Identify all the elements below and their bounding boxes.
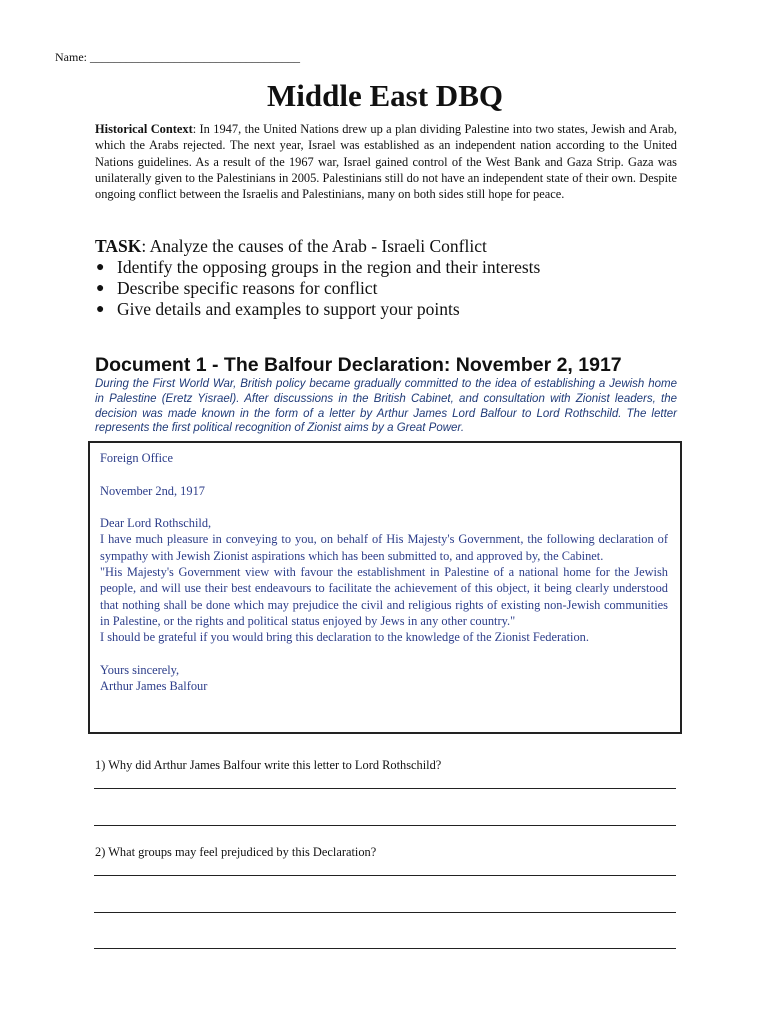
letter-signature: Arthur James Balfour [100,679,208,694]
bullet-icon: ● [96,260,105,275]
task-item [95,278,695,299]
letter-spacer [100,466,668,482]
task-item [95,299,695,320]
task-section [95,236,695,320]
historical-context [95,121,677,202]
document-intro: During the First World War, British policy became gradually committed to the idea of establishing a Jewish home in Palestine (Eretz Yisrael). After discussions in the British Cabinet, and consultation with Zionist leaders, the decision was made known in the form of a letter by Arthur James Lord Balfour to Lord Rothschild. The letter represents the first political recognition of Zionist aims by a Great Power. [95,378,677,435]
letter-spacer [100,646,668,662]
answer-line[interactable] [94,912,676,913]
letter-paragraph: "His Majesty's Government view with favour the establishment in Palestine of a national home for the Jewish people, and will use their best endeavours to facilitate the achievement of this object, it being clearly understood that nothing shall be done which may prejudice the civil and religious rights of existing non-Jewish communities in Palestine, or the rights and political status enjoyed by Jews in any other country." [100,565,668,628]
historical-context-text: : In 1947, the United Nations drew up a plan dividing Palestine into two states, Jewish and Arab, which the Arabs rejected. The next year, Israel was established as an independent nation according to the United Nations guidelines. As a result of the 1967 war, Israel gained control of the West Bank and Gaza Strip. Gaza was unilaterally given to the Palestinians in 2005. Palestinians still do not have an independent state of their own. Despite ongoing conflict between the Israelis and Palestinians, many on both sides still hope for peace. [95,122,678,202]
task-heading [95,236,695,257]
answer-line[interactable] [94,825,676,826]
letter-office: Foreign Office [100,451,174,465]
answer-line[interactable] [94,788,676,789]
task-item-text: Identify the opposing groups in the region and their interests [117,257,541,277]
historical-context-label: Historical Context [95,122,193,136]
letter-text [100,450,668,694]
letter-box [88,441,682,734]
bullet-icon: ● [96,281,105,296]
task-list [95,257,695,320]
task-text: : Analyze the causes of the Arab - Israeli Conflict [141,236,487,256]
letter-date: November 2nd, 1917 [100,483,205,498]
task-label: TASK [95,236,142,256]
name-field-label[interactable]: Name: ___________________________________ [55,50,300,64]
letter-paragraph: I have much pleasure in conveying to you, on behalf of His Majesty's Government, the following declaration of sympathy with Jewish Zionist aspirations which has been submitted to, and approved by, the Cabinet. [100,532,668,563]
bullet-icon: ● [96,302,105,317]
letter-paragraph: I should be grateful if you would bring this declaration to the knowledge of the Zionist Federation. [100,630,589,645]
letter-salutation: Dear Lord Rothschild, [100,516,212,531]
question-1: 1) Why did Arthur James Balfour write this letter to Lord Rothschild? [95,758,442,772]
task-item-text: Give details and examples to support your points [117,299,460,319]
answer-line[interactable] [94,948,676,949]
task-item-text: Describe specific reasons for conflict [117,278,378,298]
question-2: 2) What groups may feel prejudiced by this Declaration? [95,845,377,859]
answer-line[interactable] [94,875,676,876]
page-title: Middle East DBQ [267,78,503,113]
letter-closing: Yours sincerely, [100,662,180,677]
task-item [95,257,695,278]
letter-spacer [100,499,668,515]
document-title: Document 1 - The Balfour Declaration: November 2, 1917 [95,354,622,376]
